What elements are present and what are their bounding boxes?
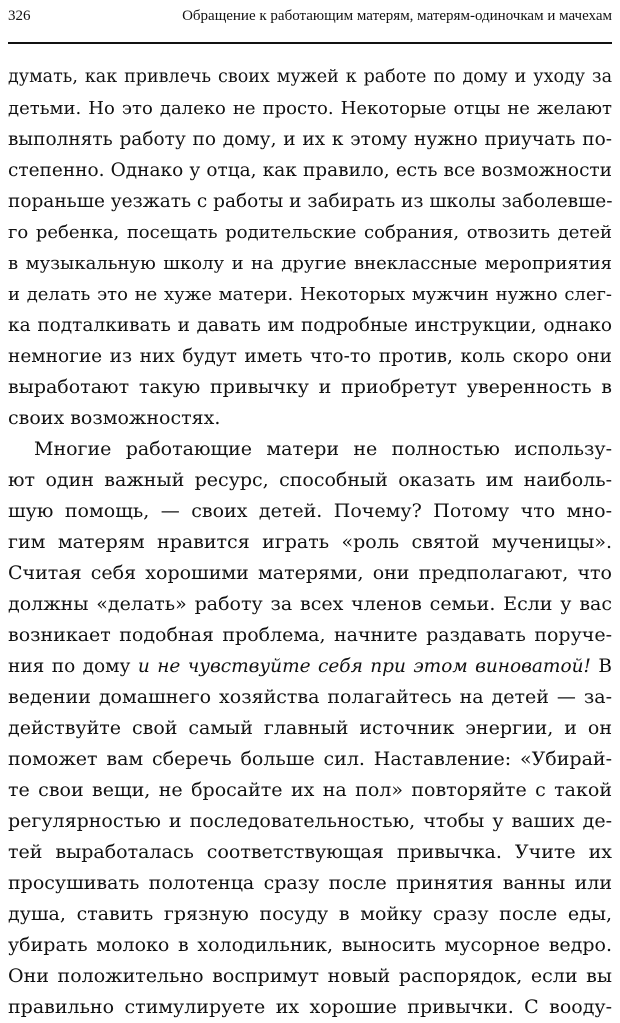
text-line: просушивать полотенца сразу после принятия ванны или xyxy=(8,872,612,894)
text-line: поможет вам сберечь больше сил. Наставление: «Убирай- xyxy=(8,748,612,770)
text-line: действуйте свой самый главный источник энергии, и он xyxy=(8,717,612,739)
text-line: должны «делать» работу за всех членов семьи. Если у вас xyxy=(8,593,612,615)
text-line: регулярностью и последовательностью, чтобы у ваших де- xyxy=(8,810,612,832)
paragraph-start-line: Многие работающие матери не полностью использу- xyxy=(34,438,612,460)
text-line: тей выработалась соответствующая привычка. Учите их xyxy=(8,841,612,863)
text-line: Они положительно воспримут новый распорядок, если вы xyxy=(8,965,612,987)
text-line: выполнять работу по дому, и их к этому нужно приучать по- xyxy=(8,129,612,150)
text-line: в музыкальную школу и на другие внеклассные мероприятия xyxy=(8,253,612,274)
page-number: 326 xyxy=(8,8,31,24)
text-line: убирать молоко в холодильник, выносить мусорное ведро. xyxy=(8,934,612,956)
mixed-style-line xyxy=(8,651,612,682)
text-line: степенно. Однако у отца, как правило, есть все возможности xyxy=(8,160,612,181)
text-line: возникает подобная проблема, начните раздавать поруче- xyxy=(8,624,612,646)
text-line: Считая себя хорошими матерями, они предполагают, что xyxy=(8,562,612,584)
text-segment: ния по дому xyxy=(8,656,131,677)
paragraph-end-line: своих возможностях. xyxy=(8,407,221,429)
running-title: Обращение к работающим матерям, матерям-одиночкам и мачехам xyxy=(182,8,612,24)
text-line: детьми. Но это далеко не просто. Некоторые отцы не желают xyxy=(8,98,612,119)
text-line: немногие из них будут иметь что-то против, коль скоро они xyxy=(8,346,612,367)
page-header xyxy=(8,2,612,32)
italic-emphasis: и не чувствуйте себя при этом виноватой! xyxy=(137,656,591,677)
text-line: душа, ставить грязную посуду в мойку сразу после еды, xyxy=(8,903,612,925)
text-line: го ребенка, посещать родительские собрания, отвозить детей xyxy=(8,222,612,243)
text-line: пораньше уезжать с работы и забирать из школы заболевше- xyxy=(8,191,612,212)
text-line: выработают такую привычку и приобретут уверенность в xyxy=(8,376,612,398)
text-line: думать, как привлечь своих мужей к работе по дому и уходу за xyxy=(8,67,612,87)
text-line: правильно стимулируете их хорошие привычки. С вооду- xyxy=(8,996,612,1018)
text-line: те свои вещи, не бросайте их на пол» повторяйте с такой xyxy=(8,779,612,801)
text-line: шую помощь, — своих детей. Почему? Потому что мно- xyxy=(8,500,612,522)
text-segment: В xyxy=(598,656,612,677)
text-line: ют один важный ресурс, способный оказать им наиболь- xyxy=(8,469,612,491)
text-line: ка подталкивать и давать им подробные инструкции, однако xyxy=(8,315,612,336)
header-rule xyxy=(8,42,612,44)
text-line: гим матерям нравится играть «роль святой мученицы». xyxy=(8,531,612,553)
text-line: ведении домашнего хозяйства полагайтесь на детей — за- xyxy=(8,686,612,708)
text-line: и делать это не хуже матери. Некоторых мужчин нужно слег- xyxy=(8,284,612,305)
body-text xyxy=(8,62,612,1023)
